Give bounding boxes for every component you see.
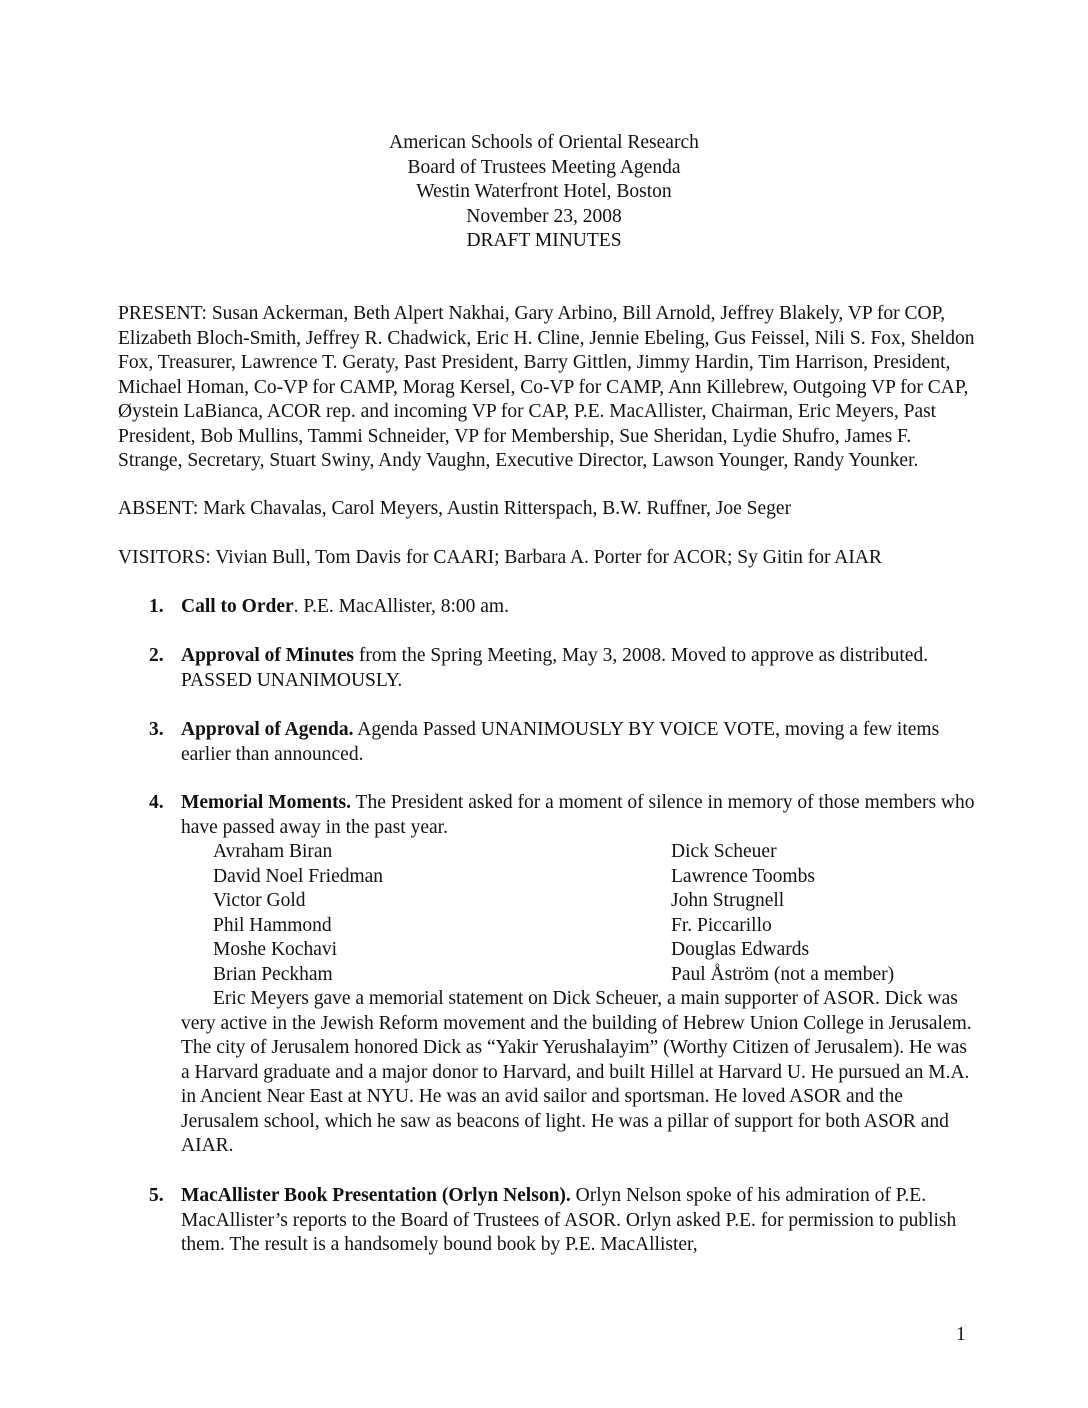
agenda-item-2 bbox=[149, 644, 979, 693]
agenda-item-4 bbox=[149, 791, 979, 1159]
memorial-name: Lawrence Toombs bbox=[671, 865, 815, 887]
meeting-location: Westin Waterfront Hotel, Boston bbox=[416, 181, 672, 202]
page-number: 1 bbox=[956, 1324, 966, 1345]
document-header bbox=[0, 131, 1088, 254]
memorial-names-left bbox=[213, 840, 383, 987]
memorial-names bbox=[181, 840, 979, 987]
memorial-names-right bbox=[671, 840, 894, 987]
memorial-name: Paul Åström (not a member) bbox=[671, 963, 895, 985]
item-heading: Approval of Minutes bbox=[181, 645, 354, 666]
item-text: Orlyn Nelson spoke of his admiration of P.E. MacAllister’s reports to the Board of Trustees of ASOR. Orlyn asked P.E. for permission to publish them. The result is a handsomely bound book by P.E. MacAllister, bbox=[181, 1185, 957, 1255]
memorial-name: Victor Gold bbox=[213, 890, 306, 911]
agenda-item-5 bbox=[149, 1184, 979, 1258]
memorial-name: Dick Scheuer bbox=[671, 841, 777, 862]
document-status: DRAFT MINUTES bbox=[466, 230, 622, 251]
tribute-text: Eric Meyers gave a memorial statement on Dick Scheuer, a main supporter of ASOR. Dick was very active in the Jewish Reform movement and the building of Hebrew Union College in Jerusalem. The city of Jerusalem honored Dick as “Yakir Yerushalayim” (Worthy Citizen of Jerusalem). He was a Harvard graduate and a major donor to Harvard, and built Hillel at Harvard U. He pursued an M.A. in Ancient Near East at NYU. He was an avid sailor and sportsman. He loved ASOR and the Jerusalem school, which he saw as beacons of light. He was a pillar of support for both ASOR and AIAR. bbox=[181, 988, 972, 1156]
item-text: from the Spring Meeting, May 3, 2008. Moved to approve as distributed. PASSED UNANIMOUSLY. bbox=[181, 645, 929, 691]
item-number: 5. bbox=[149, 1185, 164, 1206]
item-heading: MacAllister Book Presentation (Orlyn Nelson). bbox=[181, 1185, 571, 1206]
visitors-list: VISITORS: Vivian Bull, Tom Davis for CAARI; Barbara A. Porter for ACOR; Sy Gitin for AIAR bbox=[118, 547, 882, 568]
memorial-name: Avraham Biran bbox=[213, 841, 333, 862]
item-heading: Approval of Agenda. bbox=[181, 719, 354, 740]
item-number: 1. bbox=[149, 596, 164, 617]
present-list: PRESENT: Susan Ackerman, Beth Alpert Nakhai, Gary Arbino, Bill Arnold, Jeffrey Blakely, VP for COP, Elizabeth Bloch-Smith, Jeffrey R. Chadwick, Eric H. Cline, Jennie Ebeling, Gus Feissel, Nili S. Fox, Sheldon Fox, Treasurer, Lawrence T. Geraty, Past President, Barry Gittlen, Jimmy Hardin, Tim Harrison, President, Michael Homan, Co-VP for CAMP, Morag Kersel, Co-VP for CAMP, Ann Killebrew, Outgoing VP for CAP, Øystein LaBianca, ACOR rep. and incoming VP for CAP, P.E. MacAllister, Chairman, Eric Meyers, Past President, Bob Mullins, Tammi Schneider, VP for Membership, Sue Sheridan, Lydie Shufro, James F. Strange, Secretary, Stuart Swiny, Andy Vaughn, Executive Director, Lawson Younger, Randy Younker. bbox=[118, 303, 975, 471]
memorial-name: David Noel Friedman bbox=[213, 865, 384, 887]
item-number: 3. bbox=[149, 719, 164, 740]
agenda-item-1 bbox=[149, 595, 979, 620]
agenda-item-3 bbox=[149, 718, 979, 767]
organization-title: American Schools of Oriental Research bbox=[389, 132, 699, 153]
memorial-name: Douglas Edwards bbox=[671, 939, 810, 960]
item-text: The President asked for a moment of silence in memory of those members who have passed away in the past year. bbox=[181, 792, 975, 838]
item-body bbox=[181, 791, 979, 840]
item-number: 4. bbox=[149, 792, 164, 813]
memorial-name: John Strugnell bbox=[671, 890, 785, 911]
item-number: 2. bbox=[149, 645, 164, 666]
item-text: . P.E. MacAllister, 8:00 am. bbox=[293, 596, 509, 617]
item-text: Agenda Passed UNANIMOUSLY BY VOICE VOTE, moving a few items earlier than announced. bbox=[181, 719, 940, 765]
item-heading: Call to Order bbox=[181, 596, 294, 617]
memorial-name: Phil Hammond bbox=[213, 914, 332, 936]
meeting-title: Board of Trustees Meeting Agenda bbox=[407, 156, 681, 178]
meeting-date: November 23, 2008 bbox=[466, 205, 622, 227]
item-body bbox=[181, 1184, 979, 1258]
item-heading: Memorial Moments. bbox=[181, 792, 352, 813]
memorial-name: Brian Peckham bbox=[213, 963, 333, 985]
memorial-name: Fr. Piccarillo bbox=[671, 914, 772, 936]
item-body bbox=[181, 595, 979, 620]
absent-list: ABSENT: Mark Chavalas, Carol Meyers, Austin Ritterspach, B.W. Ruffner, Joe Seger bbox=[118, 498, 792, 519]
item-body bbox=[181, 718, 979, 767]
item-body bbox=[181, 644, 979, 693]
memorial-tribute bbox=[181, 987, 979, 1159]
memorial-name: Moshe Kochavi bbox=[213, 939, 338, 960]
